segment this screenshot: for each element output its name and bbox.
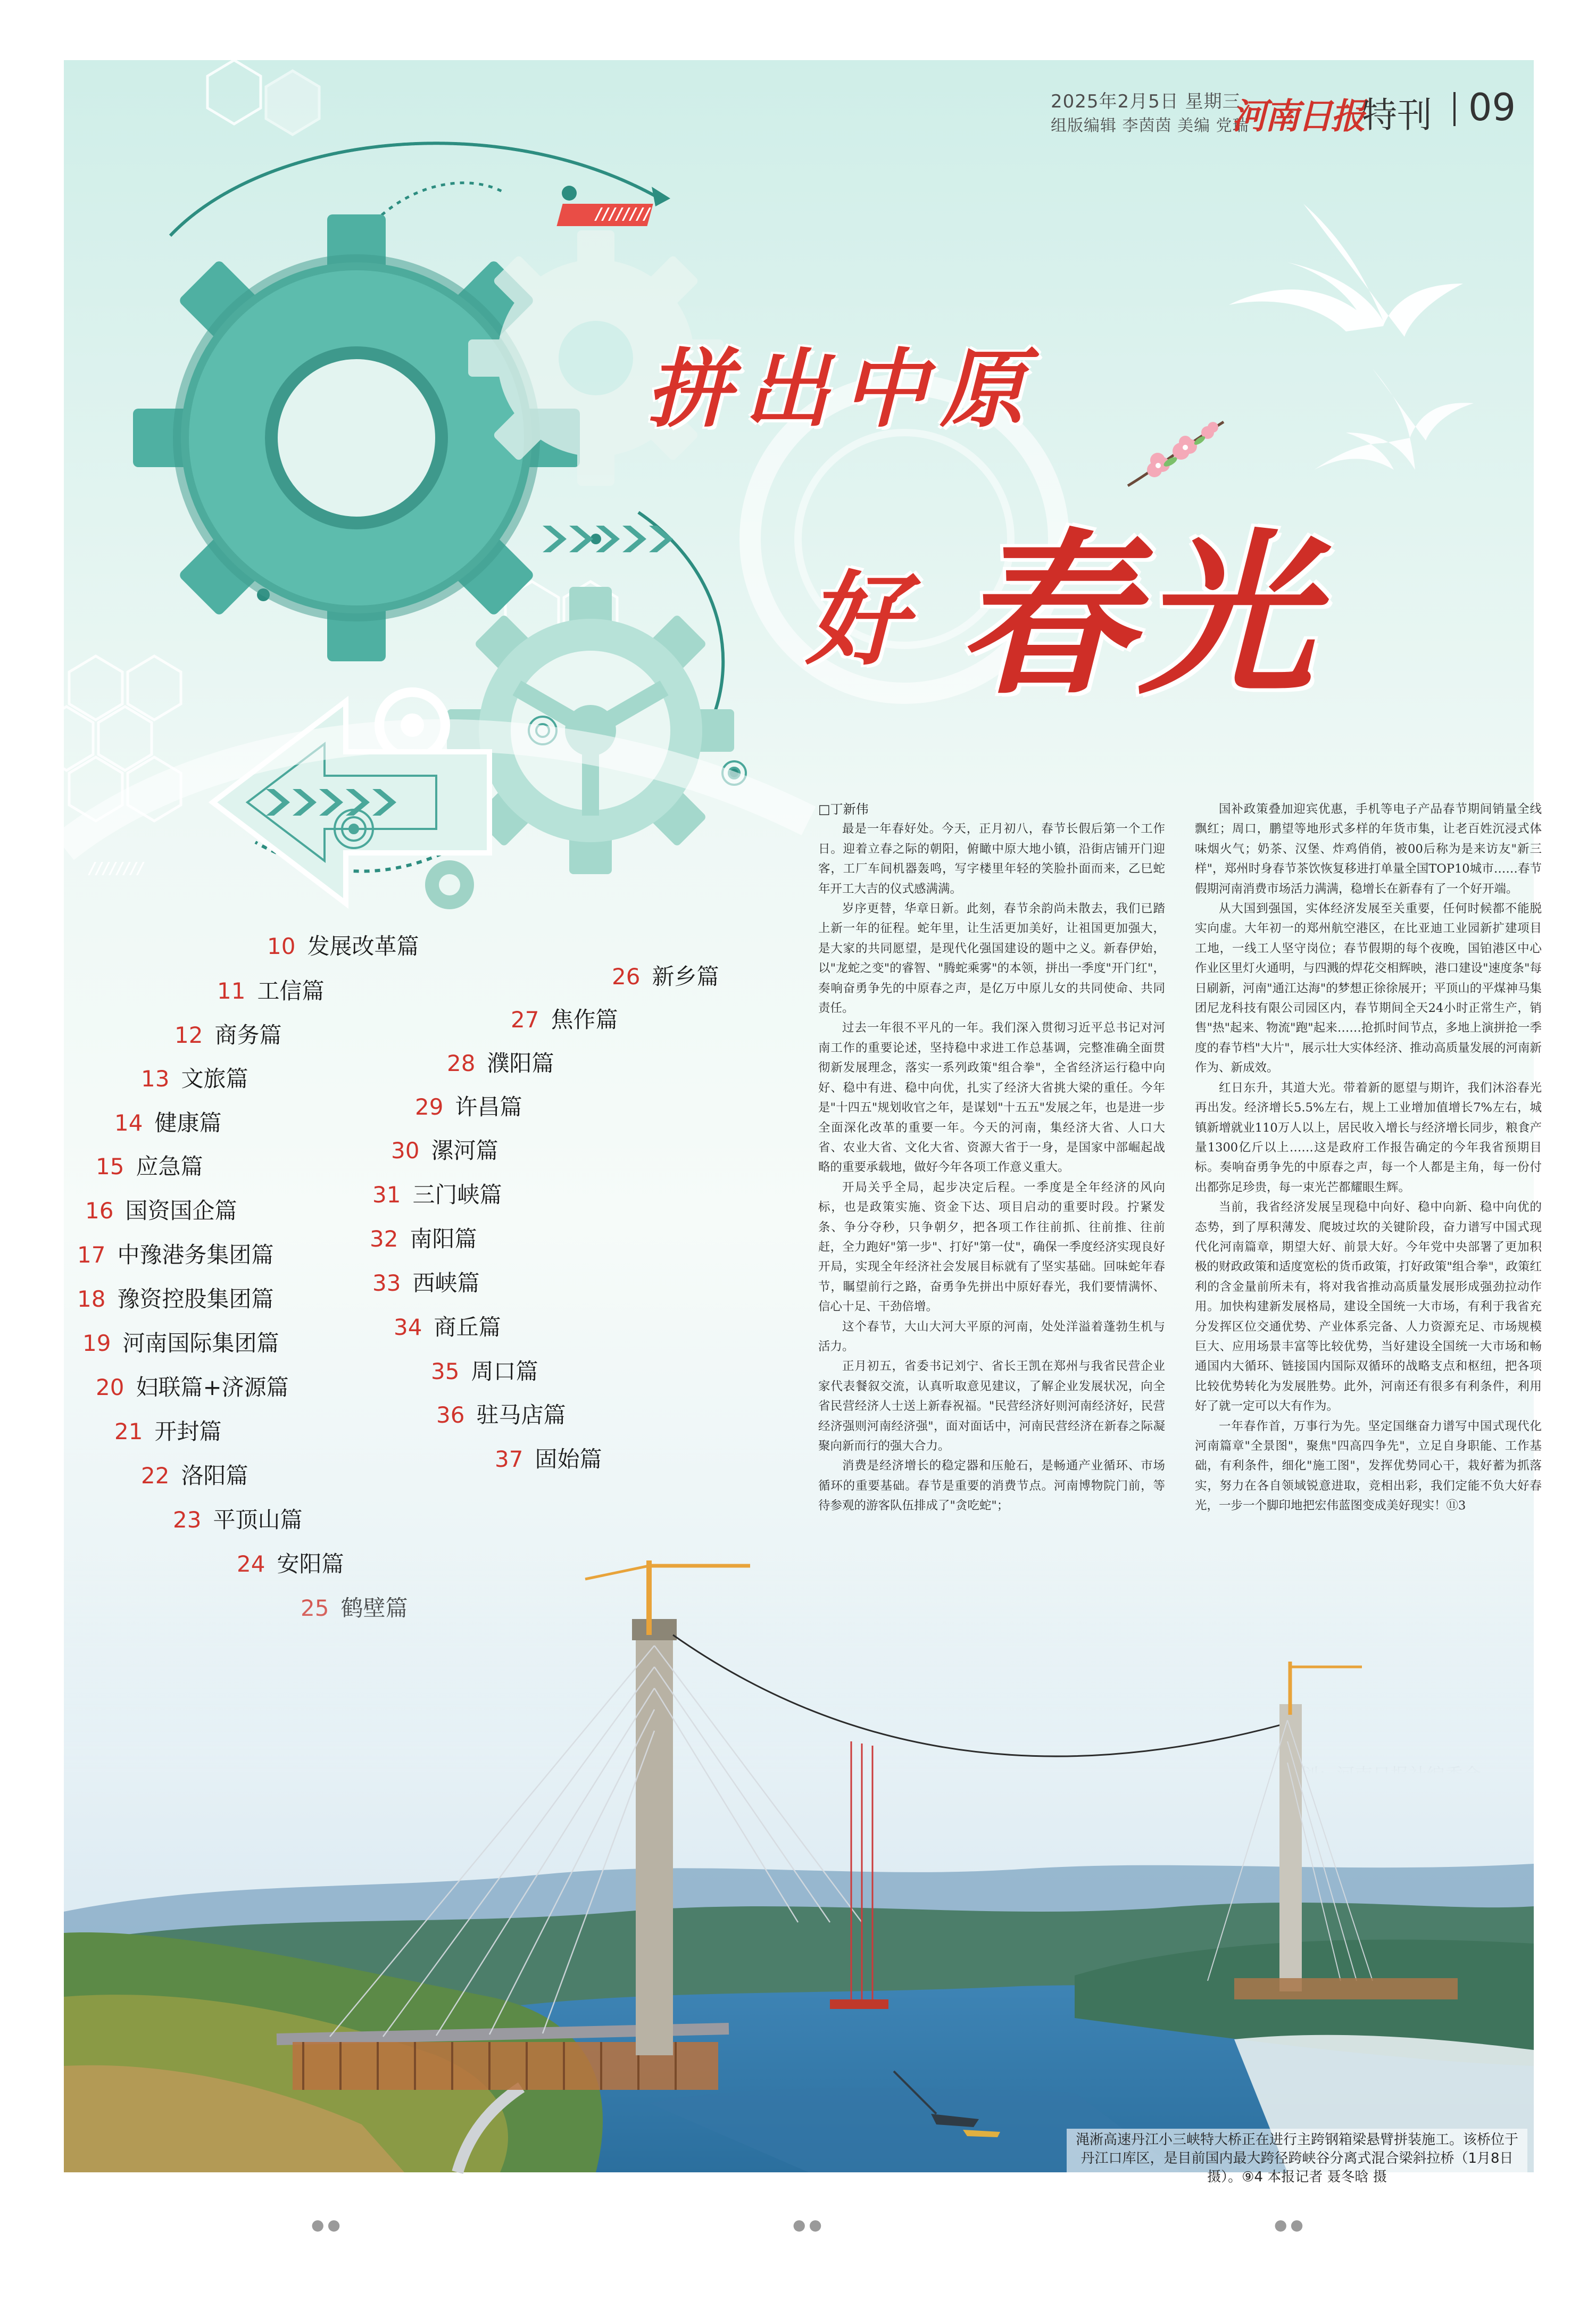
toc-page-number: 19 bbox=[82, 1330, 111, 1356]
toc-entry bbox=[394, 1310, 501, 1342]
toc-section-name: 新乡篇 bbox=[652, 964, 719, 990]
toc-section-name: 洛阳篇 bbox=[181, 1463, 248, 1489]
ribbon-label: //////// bbox=[596, 205, 651, 223]
toc-section-name: 河南国际集团篇 bbox=[122, 1330, 279, 1356]
footer-dots: ●● bbox=[311, 2216, 344, 2234]
toc-section-name: 工信篇 bbox=[257, 978, 325, 1004]
toc-page-number: 18 bbox=[77, 1286, 106, 1312]
toc-entry bbox=[267, 929, 419, 961]
toc-section-name: 平顶山篇 bbox=[213, 1507, 303, 1533]
toc-section-name: 健康篇 bbox=[154, 1110, 222, 1136]
toc-page-number: 29 bbox=[415, 1094, 444, 1120]
toc-page-number: 10 bbox=[267, 933, 296, 959]
section-name: 特刊 bbox=[1362, 95, 1432, 136]
toc-entry bbox=[447, 1046, 554, 1078]
toc-entry bbox=[495, 1442, 602, 1474]
toc-section-name: 应急篇 bbox=[136, 1153, 203, 1180]
article-paragraph: 消费是经济增长的稳定器和压舱石，是畅通产业循环、市场循环的重要基础。春节是重要的消费节点。河南博物院门前，等待参观的游客队伍排成了"贪吃蛇"； bbox=[818, 1459, 1165, 1513]
toc-page-number: 17 bbox=[77, 1242, 106, 1268]
toc-page-number: 28 bbox=[447, 1050, 476, 1076]
toc-entry bbox=[511, 1002, 618, 1034]
toc-page-number: 20 bbox=[96, 1374, 124, 1400]
toc-page-number: 30 bbox=[391, 1138, 420, 1164]
photo-caption: 渑淅高速丹江小三峡特大桥正在进行主跨钢箱梁悬臂拼装施工。该桥位于丹江口库区，是目前国内最大跨径跨峡谷分离式混合梁斜拉桥（1月8日摄）。⑨4 本报记者 聂冬晗 摄 bbox=[1067, 2129, 1527, 2189]
article-paragraph: 红日东升，其道大光。带着新的愿望与期许，我们沐浴春光再出发。经济增长5.5%左右，规上工业增加值增长7%左右，城镇新增就业110万人以上，居民收入增长与经济增长同步，粮食产量1300亿斤以上……这是政府工作报告确定的今年我省预期目标。奏响奋勇争先的中原春之声，每一个人都是主角，每一份付出都弥足珍贵，每一束光芒都耀眼生辉。 bbox=[1195, 1081, 1542, 1194]
toc-page-number: 33 bbox=[372, 1270, 401, 1296]
toc-section-name: 许昌篇 bbox=[455, 1094, 522, 1120]
toc-entry bbox=[173, 1502, 302, 1534]
headline-line2-small: 好 bbox=[806, 560, 908, 679]
toc-entry bbox=[114, 1414, 221, 1446]
toc-page-number: 32 bbox=[370, 1226, 398, 1252]
toc-entry bbox=[96, 1370, 289, 1402]
toc-section-name: 发展改革篇 bbox=[307, 933, 419, 959]
article-paragraph: 从大国到强国，实体经济发展至关重要，任何时候都不能脱实向虚。大年初一的郑州航空港区，在比亚迪工业园新扩建项目工地，一线工人坚守岗位；春节假期的每个夜晚，国铂港区中心作业区里灯火通明，与四溅的焊花交相辉映，港口建设"速度条"每日刷新，河南"通江达海"的梦想正徐徐展开；平顶山的平煤神马集团尼龙科技有限公司园区内，春节期间全天24小时正常生产，销售"热"起来、物流"跑"起来……抢抓时间节点，多地上演拼抢一季度的春节档"大片"，展示壮大实体经济、推动高质量发展的河南新作为、新成效。 bbox=[1195, 902, 1542, 1075]
issue-date: 2025年2月5日 星期三 bbox=[1051, 91, 1241, 112]
toc-entry bbox=[82, 1326, 279, 1358]
toc-entry bbox=[77, 1282, 273, 1314]
toc-page-number: 16 bbox=[85, 1198, 114, 1224]
article-paragraph: 最是一年春好处。今天，正月初八，春节长假后第一个工作日。迎着立春之际的朝阳，俯瞰中原大地小镇，沿街店铺开门迎客，工厂车间机器轰鸣，写字楼里年轻的笑脸扑面而来，乙巳蛇年开工大吉的仪式感满满。 bbox=[818, 822, 1165, 896]
masthead-divider bbox=[1453, 92, 1456, 126]
toc-page-number: 23 bbox=[173, 1507, 202, 1533]
toc-entry bbox=[174, 1018, 281, 1050]
article-paragraph: 这个春节，大山大河大平原的河南，处处洋溢着蓬勃生机与活力。 bbox=[818, 1319, 1165, 1354]
toc-page-number: 37 bbox=[495, 1446, 523, 1472]
toc-entry bbox=[96, 1149, 203, 1181]
toc-section-name: 国资国企篇 bbox=[125, 1198, 237, 1224]
toc-entry bbox=[415, 1090, 522, 1122]
toc-section-name: 三门峡篇 bbox=[412, 1182, 502, 1208]
page-number: 09 bbox=[1468, 86, 1516, 129]
toc-section-name: 妇联篇+济源篇 bbox=[136, 1374, 289, 1400]
article-paragraph: 一年春作首，万事行为先。坚定国继奋力谱写中国式现代化河南篇章"全景图"，聚焦"四高四争先"，立足自身职能、工作基础，有利条件，细化"施工图"，发挥优势同心干，栽好蓄为抓落实，努力在各自领域锐意进取，竞相出彩，我们定能不负大好春光，一步一个脚印地把宏伟蓝图变成美好现实！⑪3 bbox=[1195, 1419, 1542, 1513]
footer-dots: ●● bbox=[1274, 2216, 1307, 2234]
article-paragraph: 国补政策叠加迎宾优惠，手机等电子产品春节期间销量全线飘红；周口，鹏望等地形式多样的年货市集，让老百姓沉浸式体味烟火气；奶茶、汉堡、炸鸡俏俏，被00后称为是来访友"新三样"，郑州时身春节茶饮恢复移进打单量全国TOP10城市……春节假期河南消费市场活力满满，稳增长在新春有了一个好开端。 bbox=[1195, 802, 1542, 896]
article-paragraph: 当前，我省经济发展呈现稳中向好、稳中向新、稳中向优的态势，到了厚积薄发、爬坡过坎的关键阶段，奋力谱写中国式现代化河南篇章，期望大好、前景大好。今年党中央部署了更加积极的财政政策和适度宽松的货币政策，打好政策"组合拳"，政策红利的含金量前所未有，将对我省推动高质量发展形成强劲拉动作用。加快构建新发展格局，建设全国统一大市场，有利于我省充分发挥区位交通优势、产业体系完备、人力资源充足、市场规模巨大、应用场景丰富等比较优势，当好建设全国统一大市场和畅通国内大循环、链接国内国际双循环的战略支点和枢纽，把各项比较优势转化为发展胜势。此外，河南还有很多有利条件，利用好了就一定可以大有作为。 bbox=[1195, 1200, 1542, 1414]
toc-entry bbox=[141, 1061, 248, 1093]
right-paragraphs bbox=[1195, 800, 1542, 1516]
toc-section-name: 漯河篇 bbox=[431, 1138, 498, 1164]
toc-section-name: 中豫港务集团篇 bbox=[117, 1242, 274, 1268]
toc-page-number: 31 bbox=[372, 1182, 401, 1208]
toc-entry bbox=[436, 1398, 566, 1430]
toc-entry bbox=[431, 1354, 538, 1386]
toc-page-number: 11 bbox=[217, 978, 246, 1004]
headline-line2-large: 春光 bbox=[958, 512, 1319, 718]
article-paragraph: 正月初五，省委书记刘宁、省长王凯在郑州与我省民营企业家代表餐叙交流，认真听取意见建议，了解企业发展状况，向全省民营经济人士送上新春祝福。"民营经济好则河南经济好，民营经济强则河南经济强"，面对面话中，河南民营经济在新春之际凝聚向新而行的强大合力。 bbox=[818, 1359, 1165, 1453]
footer-dots: ●● bbox=[793, 2216, 825, 2234]
bridge-photo bbox=[64, 1560, 1534, 2172]
toc-section-name: 文旅篇 bbox=[181, 1066, 248, 1092]
toc-page-number: 13 bbox=[141, 1066, 170, 1092]
article-paragraph: 开局关乎全局，起步决定后程。一季度是全年经济的风向标，也是政策实施、资金下达、项目启动的重要时段。拧紧发条、争分夺秒，只争朝夕，把各项工作往前抓、往前推、往前赶，全力跑好"第一步"、打好"第一仗"，确保一季度经济实现良好开局，实现全年经济社会发展目标就有了坚实基础。回味蛇年春节，瞩望前行之路，奋勇争先拼出中原好春光，我们要情满怀、信心十足、干劲倍增。 bbox=[818, 1180, 1165, 1314]
toc-section-name: 固始篇 bbox=[535, 1446, 602, 1472]
toc-section-name: 焦作篇 bbox=[551, 1007, 618, 1033]
toc-entry bbox=[77, 1238, 273, 1269]
toc-entry bbox=[85, 1193, 237, 1225]
article-paragraph: 岁序更替，华章日新。此刻，春节余韵尚未散去，我们已踏上新一年的征程。蛇年里，让生活更加美好，让祖国更加强大，是大家的共同愿望，是现代化强国建设的题中之义。新春伊始，以"龙蛇之变"的睿智、"腾蛇乘雾"的本领，拼出一季度"开门红"，奏响奋勇争先的中原春之声，是亿万中原儿女的共同使命、共同责任。 bbox=[818, 902, 1165, 1016]
decorative-illustration bbox=[64, 60, 862, 991]
newspaper-logo: 河南日报 bbox=[1232, 95, 1364, 137]
toc-page-number: 22 bbox=[141, 1463, 170, 1489]
toc-entry bbox=[372, 1266, 479, 1298]
toc-page-number: 21 bbox=[114, 1418, 143, 1444]
toc-section-name: 濮阳篇 bbox=[487, 1050, 554, 1076]
gear-icon bbox=[425, 860, 474, 909]
toc-section-name: 周口篇 bbox=[471, 1358, 538, 1384]
toc-page-number: 12 bbox=[174, 1022, 203, 1048]
toc-section-name: 驻马店篇 bbox=[476, 1402, 566, 1428]
toc-entry bbox=[372, 1177, 502, 1209]
swallow-icon bbox=[1208, 193, 1527, 491]
toc-page-number: 27 bbox=[511, 1007, 539, 1033]
editor-credits: 组版编辑 李茵茵 美编 党瑞 bbox=[1051, 117, 1249, 135]
toc-entry bbox=[391, 1133, 498, 1165]
left-paragraphs bbox=[818, 819, 1165, 1516]
toc-page-number: 36 bbox=[436, 1402, 465, 1428]
toc-section-name: 商丘篇 bbox=[434, 1314, 501, 1340]
article-paragraph: 过去一年很不平凡的一年。我们深入贯彻习近平总书记对河南工作的重要论述，坚持稳中求进工作总基调，完整准确全面贯彻新发展理念，落实一系列政策"组合拳"，全省经济运行稳中向好、稳中有进、稳中向优，扎实了经济大省挑大梁的重任。今年是"十四五"规划收官之年，是谋划"十五五"发展之年，也是进一步全面深化改革的重要一年。今天的河南，集经济大省、人口大省、农业大省、文化大省、资源大省于一身，是国家中部崛起战略的重要承载地，做好今年各项工作意义重大。 bbox=[818, 1021, 1165, 1175]
toc-entry bbox=[612, 959, 719, 991]
toc-page-number: 26 bbox=[612, 964, 641, 990]
toc-entry bbox=[114, 1106, 221, 1138]
headline-line1: 拼出中原 bbox=[646, 339, 1038, 439]
ribbon-label: //////// bbox=[89, 859, 145, 878]
toc-page-number: 15 bbox=[96, 1153, 124, 1180]
toc-page-number: 35 bbox=[431, 1358, 460, 1384]
toc-section-name: 南阳篇 bbox=[410, 1226, 477, 1252]
toc-section-name: 商务篇 bbox=[214, 1022, 282, 1048]
toc-section-name: 西峡篇 bbox=[412, 1270, 480, 1296]
newspaper-page bbox=[64, 60, 1542, 2185]
toc-entry bbox=[217, 974, 324, 1006]
toc-page-number: 34 bbox=[394, 1314, 422, 1340]
toc-entry bbox=[141, 1458, 248, 1490]
toc-page-number: 14 bbox=[114, 1110, 143, 1136]
toc-entry bbox=[370, 1222, 477, 1253]
toc-section-name: 开封篇 bbox=[154, 1418, 222, 1444]
toc-section-name: 豫资控股集团篇 bbox=[117, 1286, 274, 1312]
article-byline: □丁新伟 bbox=[818, 802, 869, 817]
